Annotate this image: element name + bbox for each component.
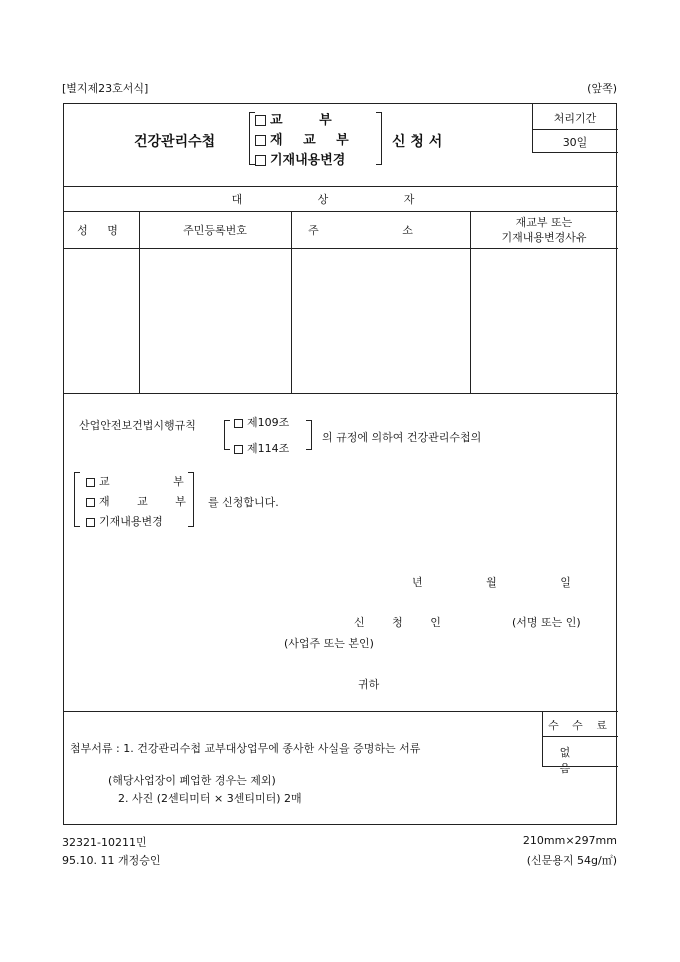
page-side-label: (앞쪽) [587, 82, 617, 95]
applicant-label: 신 청 인 [354, 616, 453, 629]
request-option-reissue[interactable]: 재 교 부 [86, 493, 198, 509]
cell-name[interactable] [64, 249, 139, 392]
attachment-item-1: 첨부서류 : 1. 건강관리수첩 교부대상업무에 종사한 사실을 증명하는 서류 [70, 742, 421, 755]
recipient-label: 귀하 [358, 678, 380, 691]
request-option-change[interactable]: 기재내용변경 [86, 513, 163, 529]
article-option-109[interactable]: 제109조 [234, 414, 289, 430]
form-title-prefix: 건강관리수첩 [134, 134, 216, 150]
col-name-header: 성 명 [77, 224, 126, 237]
regulation-suffix: 의 규정에 의하여 건강관리수첩의 [322, 431, 482, 444]
checkbox-icon [255, 155, 266, 166]
article-bracket-right [306, 420, 312, 450]
attachment-item-2: 2. 사진 (2센티미터 × 3센티미터) 2매 [118, 792, 302, 805]
applicant-sub-label: (사업주 또는 본인) [284, 637, 374, 650]
fee-label: 수 수 료 [548, 719, 612, 732]
title-option-change[interactable]: 기재내용변경 [255, 149, 345, 168]
application-form [63, 103, 617, 825]
regulation-label: 산업안전보건법시행규칙 [79, 419, 196, 432]
request-bracket-left [74, 472, 80, 527]
cell-address[interactable] [292, 249, 470, 392]
title-bracket-right [376, 112, 382, 165]
col-address-header: 주 소 [308, 224, 453, 237]
checkbox-icon [86, 478, 95, 487]
title-option-issue[interactable]: 교 부 [255, 109, 348, 128]
fee-value: 없 음 [559, 746, 601, 775]
checkbox-icon [86, 498, 95, 507]
processing-period-label: 처리기간 [553, 112, 597, 125]
checkbox-icon [255, 135, 266, 146]
checkbox-icon [86, 518, 95, 527]
footer-revision: 95.10. 11 개정승인 [62, 854, 161, 867]
checkbox-icon [234, 445, 243, 454]
article-bracket-left [224, 420, 230, 450]
article-option-114[interactable]: 제114조 [234, 440, 289, 456]
form-title-suffix: 신 청 서 [392, 134, 443, 150]
cell-reason[interactable] [471, 249, 618, 392]
date-line[interactable]: 년 월 일 [412, 576, 601, 589]
footer-paper-type: (신문용지 54g/㎡) [526, 854, 617, 867]
footer-code: 32321-10211민 [62, 836, 147, 849]
attachment-item-1-note: (해당사업장이 폐업한 경우는 제외) [108, 774, 276, 787]
cell-resident-number[interactable] [140, 249, 291, 392]
request-suffix: 를 신청합니다. [208, 496, 279, 509]
processing-period-value: 30일 [562, 136, 588, 149]
signature-label[interactable]: (서명 또는 인) [512, 616, 581, 629]
col-resident-number-header: 주민등록번호 [183, 224, 247, 237]
checkbox-icon [234, 419, 243, 428]
title-option-reissue[interactable]: 재 교 부 [255, 129, 357, 148]
checkbox-icon [255, 115, 266, 126]
request-bracket-right [188, 472, 194, 527]
form-number: [별지제23호서식] [62, 82, 149, 95]
request-option-issue[interactable]: 교 부 [86, 473, 214, 489]
subjects-section-title: 대 상 자 [231, 193, 451, 206]
footer-paper-size: 210mm×297mm [522, 834, 617, 847]
col-reason-header: 재교부 또는 기재내용변경사유 [501, 216, 587, 244]
